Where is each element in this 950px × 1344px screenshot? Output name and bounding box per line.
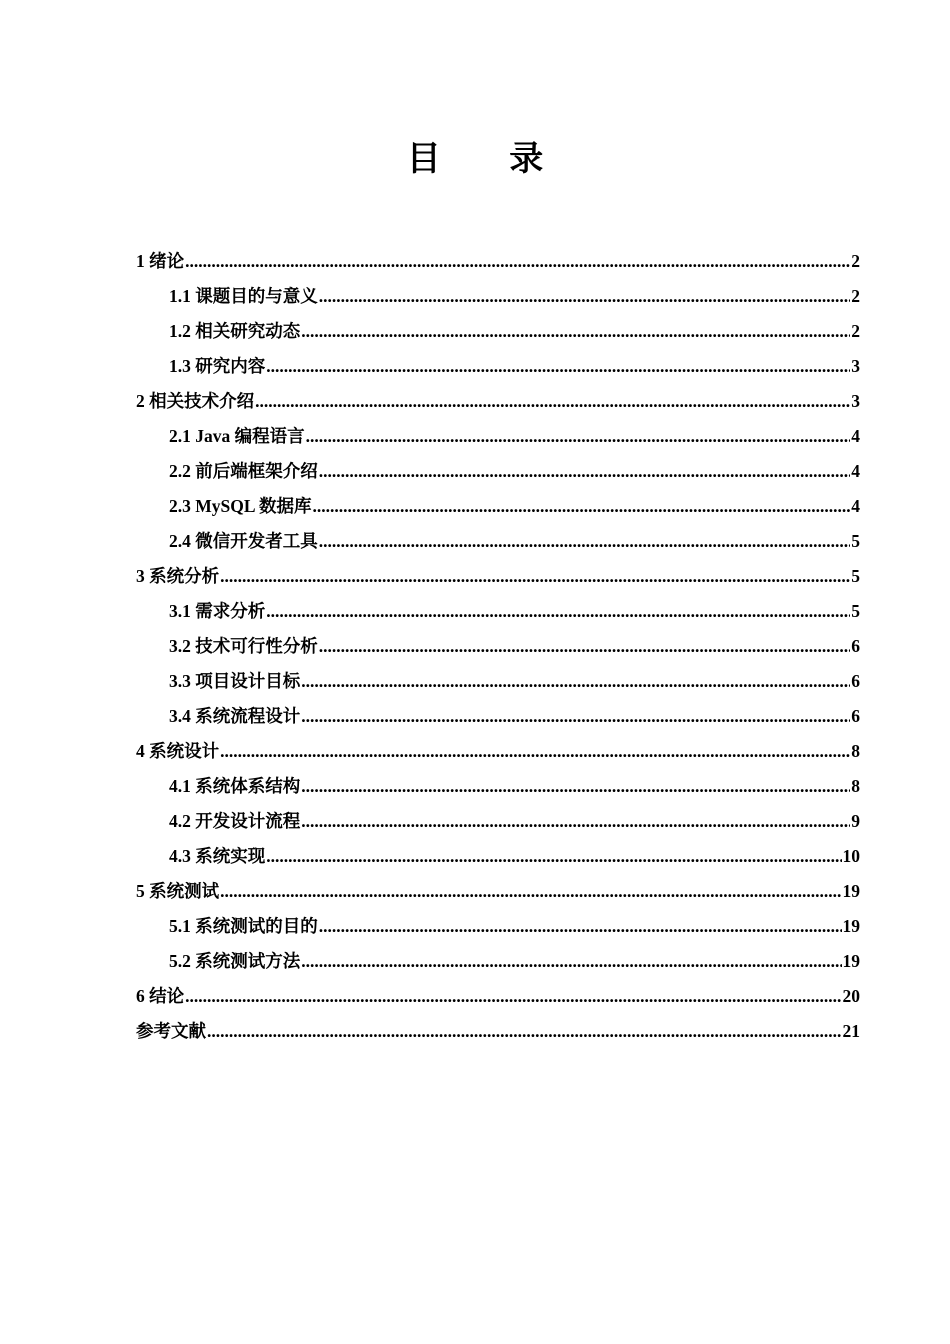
toc-entry-label: 6 结论 xyxy=(136,986,185,1006)
toc-entry[interactable] xyxy=(136,909,860,944)
toc-entry-label: 1.2 相关研究动态 xyxy=(169,321,301,341)
toc-dot-leader xyxy=(266,839,841,874)
toc-entry-label: 3.2 技术可行性分析 xyxy=(169,636,318,656)
toc-dot-leader xyxy=(319,524,851,559)
toc-entry[interactable] xyxy=(136,629,860,664)
toc-entry-page-number: 4 xyxy=(851,461,860,481)
toc-dot-leader xyxy=(266,349,850,384)
toc-entry-label: 4 系统设计 xyxy=(136,741,220,761)
toc-dot-leader xyxy=(266,594,850,629)
toc-entry-label: 4.3 系统实现 xyxy=(169,846,266,866)
toc-entry-page-number: 20 xyxy=(842,986,860,1006)
toc-entry-label: 5.1 系统测试的目的 xyxy=(169,916,318,936)
toc-entry[interactable] xyxy=(136,874,860,909)
toc-entry[interactable] xyxy=(136,734,860,769)
toc-entry[interactable] xyxy=(136,804,860,839)
toc-entry-page-number: 8 xyxy=(851,776,860,796)
toc-entry[interactable] xyxy=(136,419,860,454)
toc-entry[interactable] xyxy=(136,839,860,874)
toc-entry-page-number: 3 xyxy=(851,391,860,411)
toc-entry[interactable] xyxy=(136,979,860,1014)
toc-dot-leader xyxy=(319,279,851,314)
toc-entry-page-number: 5 xyxy=(851,531,860,551)
toc-entry-label: 4.1 系统体系结构 xyxy=(169,776,301,796)
toc-entry[interactable] xyxy=(136,1014,860,1049)
toc-dot-leader xyxy=(301,314,850,349)
toc-entry-page-number: 2 xyxy=(851,251,860,271)
toc-entry-label: 5 系统测试 xyxy=(136,881,220,901)
toc-entry[interactable] xyxy=(136,944,860,979)
toc-entry-page-number: 5 xyxy=(851,601,860,621)
toc-entry[interactable] xyxy=(136,524,860,559)
toc-dot-leader xyxy=(301,944,841,979)
toc-entry-label: 2.3 MySQL 数据库 xyxy=(169,496,312,516)
toc-entry[interactable] xyxy=(136,279,860,314)
toc-entry[interactable] xyxy=(136,594,860,629)
toc-dot-leader xyxy=(319,454,851,489)
toc-dot-leader xyxy=(220,559,850,594)
toc-entry-label: 1 绪论 xyxy=(136,251,185,271)
toc-entry-page-number: 3 xyxy=(851,356,860,376)
toc-entry-label: 3 系统分析 xyxy=(136,566,220,586)
toc-dot-leader xyxy=(301,664,850,699)
toc-dot-leader xyxy=(301,769,850,804)
toc-title: 目 录 xyxy=(406,141,574,178)
toc-entry-page-number: 21 xyxy=(842,1021,860,1041)
toc-entry-page-number: 19 xyxy=(842,916,860,936)
toc-list xyxy=(136,244,860,1049)
toc-entry[interactable] xyxy=(136,244,860,279)
toc-dot-leader xyxy=(301,804,850,839)
toc-dot-leader xyxy=(255,384,850,419)
toc-entry-page-number: 5 xyxy=(851,566,860,586)
toc-entry-page-number: 6 xyxy=(851,636,860,656)
toc-entry-page-number: 2 xyxy=(851,286,860,306)
toc-entry-page-number: 6 xyxy=(851,706,860,726)
toc-entry-page-number: 8 xyxy=(851,741,860,761)
toc-dot-leader xyxy=(220,734,850,769)
toc-entry[interactable] xyxy=(136,699,860,734)
toc-entry-page-number: 6 xyxy=(851,671,860,691)
toc-entry[interactable] xyxy=(136,664,860,699)
toc-entry[interactable] xyxy=(136,349,860,384)
toc-entry-label: 1.1 课题目的与意义 xyxy=(169,286,318,306)
toc-entry-label: 参考文献 xyxy=(136,1021,206,1041)
toc-entry-page-number: 19 xyxy=(842,881,860,901)
toc-entry-page-number: 4 xyxy=(851,426,860,446)
toc-dot-leader xyxy=(185,979,841,1014)
toc-entry[interactable] xyxy=(136,314,860,349)
toc-entry-label: 5.2 系统测试方法 xyxy=(169,951,301,971)
toc-entry-label: 3.4 系统流程设计 xyxy=(169,706,301,726)
toc-entry-label: 1.3 研究内容 xyxy=(169,356,266,376)
toc-dot-leader xyxy=(319,909,842,944)
toc-dot-leader xyxy=(220,874,841,909)
toc-dot-leader xyxy=(306,419,851,454)
toc-entry-label: 2.1 Java 编程语言 xyxy=(169,426,305,446)
toc-entry[interactable] xyxy=(136,384,860,419)
toc-entry-label: 2.2 前后端框架介绍 xyxy=(169,461,318,481)
toc-entry-label: 2.4 微信开发者工具 xyxy=(169,531,318,551)
toc-dot-leader xyxy=(312,489,850,524)
toc-entry[interactable] xyxy=(136,769,860,804)
toc-dot-leader xyxy=(207,1014,842,1049)
toc-entry-label: 4.2 开发设计流程 xyxy=(169,811,301,831)
toc-dot-leader xyxy=(319,629,851,664)
toc-entry-page-number: 19 xyxy=(842,951,860,971)
toc-entry[interactable] xyxy=(136,559,860,594)
toc-entry-page-number: 9 xyxy=(851,811,860,831)
toc-entry[interactable] xyxy=(136,454,860,489)
toc-entry-label: 3.1 需求分析 xyxy=(169,601,266,621)
toc-dot-leader xyxy=(185,244,850,279)
toc-dot-leader xyxy=(301,699,850,734)
toc-entry-page-number: 10 xyxy=(842,846,860,866)
toc-entry-page-number: 4 xyxy=(851,496,860,516)
toc-entry-page-number: 2 xyxy=(851,321,860,341)
toc-entry[interactable] xyxy=(136,489,860,524)
toc-entry-label: 2 相关技术介绍 xyxy=(136,391,255,411)
toc-entry-label: 3.3 项目设计目标 xyxy=(169,671,301,691)
